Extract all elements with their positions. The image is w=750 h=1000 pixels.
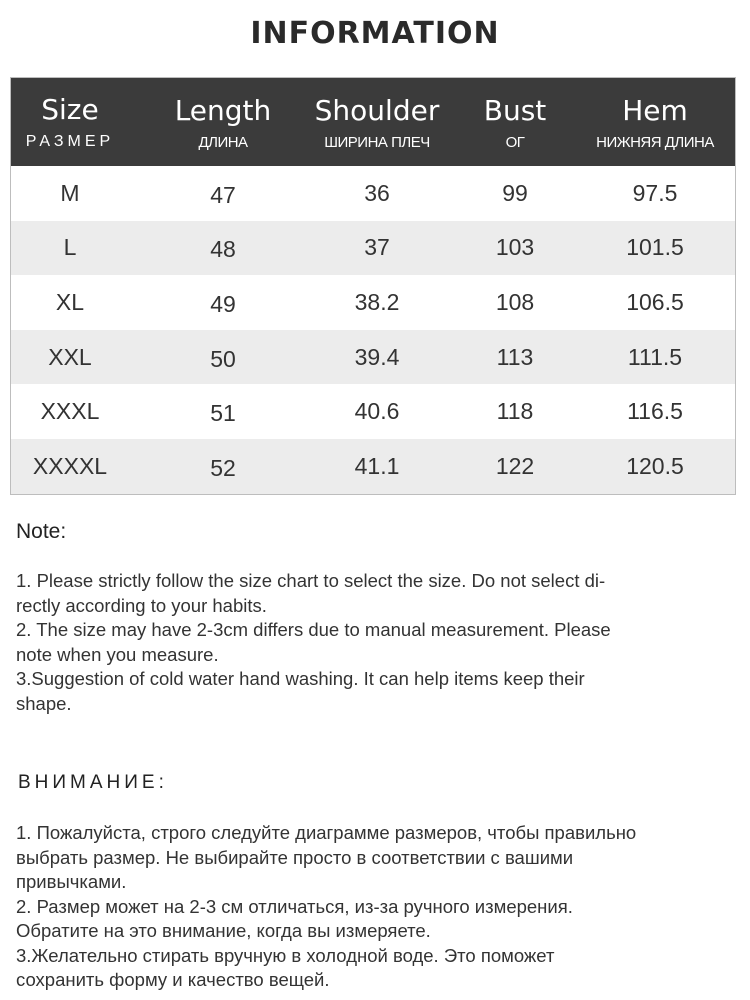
table-row (11, 275, 735, 330)
ru-note-line: 3.Желательно стирать вручную в холодной воде. Это поможет (16, 944, 555, 966)
note-line: shape. (16, 692, 72, 714)
header-size (11, 78, 129, 166)
cell-length: 52 (210, 454, 236, 481)
cell-bust: 122 (495, 452, 535, 479)
cell-bust: 99 (502, 179, 528, 206)
ru-note-text (16, 821, 731, 993)
header-bust-en: Bust (483, 93, 547, 127)
cell-hem: 120.5 (626, 452, 684, 479)
header-length-ru: ДЛИНА (198, 133, 248, 151)
cell-size: M (60, 179, 80, 206)
cell-size: XXXL (40, 398, 100, 425)
table-row (11, 439, 735, 494)
cell-size: XXL (48, 343, 92, 370)
cell-length: 49 (210, 290, 236, 317)
cell-shoulder: 38.2 (354, 288, 400, 315)
header-length-en: Length (174, 93, 272, 127)
table-body (11, 166, 735, 494)
page-title: INFORMATION (250, 16, 500, 51)
ru-note-line: привычками. (16, 871, 127, 892)
header-shoulder-ru: ШИРИНА ПЛЕЧ (324, 133, 430, 151)
cell-bust: 108 (495, 288, 535, 315)
cell-size: XXXXL (32, 452, 108, 479)
cell-shoulder: 41.1 (354, 452, 400, 479)
cell-length: 47 (210, 181, 236, 208)
table-row (11, 221, 735, 276)
header-size-ru: РАЗМЕР (25, 133, 115, 150)
cell-hem: 106.5 (626, 288, 684, 315)
header-length (129, 78, 317, 166)
ru-note-heading: ВНИМАНИЕ: (18, 772, 168, 793)
cell-hem: 97.5 (632, 179, 678, 206)
note-line: 1. Please strictly follow the size chart to select the size. Do not select di- (16, 570, 606, 591)
cell-bust: 118 (496, 398, 534, 425)
cell-length: 48 (210, 236, 236, 263)
header-hem (593, 78, 717, 166)
table-header (11, 78, 735, 166)
table-row (11, 166, 735, 221)
header-bust (437, 78, 593, 166)
header-hem-en: Hem (622, 93, 688, 127)
note-line: 3.Suggestion of cold water hand washing. It can help items keep their (16, 668, 585, 689)
header-hem-ru: НИЖНЯЯ ДЛИНА (596, 133, 714, 151)
ru-note-line: Обратите на это внимание, когда вы измеряете. (16, 920, 431, 941)
cell-shoulder: 37 (364, 234, 390, 261)
cell-length: 51 (210, 400, 236, 427)
ru-note-line: 1. Пожалуйста, строго следуйте диаграмме размеров, чтобы правильно (16, 822, 637, 843)
note-line: note when you measure. (16, 643, 219, 665)
note-line: rectly according to your habits. (16, 594, 267, 616)
ru-note-line: сохранить форму и качество вещей. (16, 969, 330, 990)
header-shoulder-en: Shoulder (314, 93, 440, 127)
size-chart-table (10, 77, 736, 495)
cell-hem: 101.5 (626, 234, 684, 261)
cell-size: L (63, 234, 77, 261)
table-row (11, 384, 735, 439)
cell-hem: 116.5 (627, 398, 683, 425)
cell-bust: 103 (495, 234, 535, 261)
cell-bust: 113 (496, 343, 534, 370)
cell-shoulder: 39.4 (354, 343, 400, 370)
note-text (16, 569, 731, 716)
table-row (11, 330, 735, 385)
cell-hem: 111.5 (627, 343, 683, 370)
cell-shoulder: 36 (364, 179, 390, 206)
cell-size: XL (55, 288, 85, 315)
ru-note-line: 2. Размер может на 2-3 см отличаться, из-за ручного измерения. (16, 895, 573, 917)
header-size-en: Size (41, 93, 99, 126)
header-shoulder (314, 78, 440, 166)
cell-shoulder: 40.6 (354, 398, 400, 425)
header-bust-ru: ОГ (505, 133, 525, 151)
note-heading: Note: (16, 520, 67, 543)
ru-note-line: выбрать размер. Не выбирайте просто в соответствии с вашими (16, 846, 574, 868)
note-line: 2. The size may have 2-3cm differs due to manual measurement. Please (16, 619, 611, 640)
cell-length: 50 (210, 345, 236, 372)
